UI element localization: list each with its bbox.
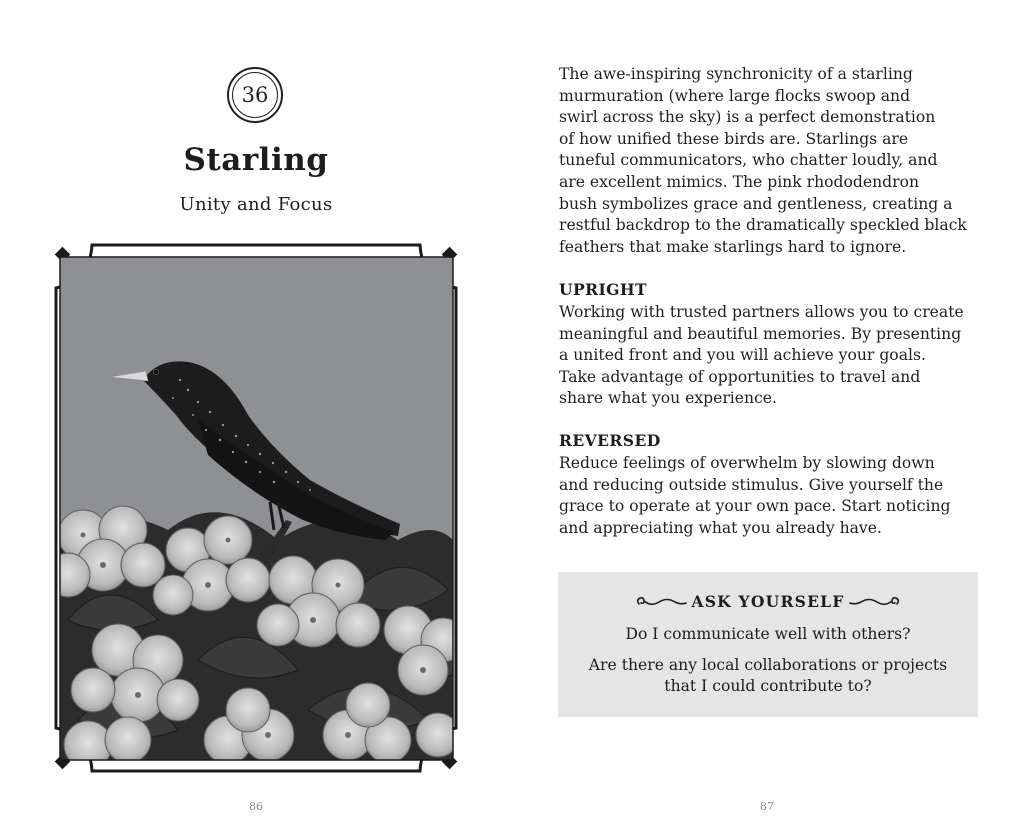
text-line: and reducing outside stimulus. Give yourself the — [559, 475, 944, 494]
ask-yourself-box — [558, 572, 978, 717]
text-line: meaningful and beautiful memories. By presenting — [559, 324, 962, 343]
flourish-left-icon — [635, 594, 687, 610]
reversed-heading: REVERSED — [559, 431, 661, 450]
text-line: share what you experience. — [559, 389, 777, 408]
page-number-right: 87 — [760, 800, 774, 813]
card-number: 36 — [241, 83, 269, 107]
card-number-badge — [227, 67, 283, 123]
text-line: grace to operate at your own pace. Start noticing — [559, 497, 951, 516]
text-line: tuneful communicators, who chatter loudly, and — [559, 151, 938, 170]
text-line: Take advantage of opportunities to travel and — [559, 367, 921, 386]
text-line: Are there any local collaborations or projects — [588, 656, 948, 674]
text-line: feathers that make starlings hard to ignore. — [559, 237, 907, 256]
text-line: Reduce feelings of overwhelm by slowing down — [559, 454, 935, 472]
ask-question-1: Do I communicate well with others? — [625, 625, 911, 643]
ask-yourself-heading: ASK YOURSELF — [691, 592, 845, 611]
text-line: murmuration (where large flocks swoop and — [559, 86, 911, 105]
ask-question-2 — [558, 655, 978, 697]
text-line: of how unified these birds are. Starlings are — [559, 129, 909, 148]
intro-paragraph — [559, 64, 984, 258]
page-number-left: 86 — [249, 800, 263, 813]
upright-paragraph — [559, 302, 984, 410]
text-line: that I could contribute to? — [664, 677, 872, 695]
starling-on-rhododendron-illustration — [48, 240, 468, 776]
text-line: swirl across the sky) is a perfect demonstration — [559, 108, 936, 127]
card-title: Starling — [183, 142, 329, 178]
text-line: are excellent mimics. The pink rhododendron — [559, 172, 920, 191]
text-line: Working with trusted partners allows you to create — [559, 303, 964, 321]
text-line: restful backdrop to the dramatically speckled black — [559, 216, 967, 235]
card-subtitle: Unity and Focus — [179, 194, 333, 215]
text-line: bush symbolizes grace and gentleness, creating a — [559, 194, 953, 213]
text-line: The awe-inspiring synchronicity of a starling — [559, 65, 913, 83]
card-frame — [48, 240, 468, 776]
text-line: a united front and you will achieve your goals. — [559, 346, 926, 365]
flourish-right-icon — [849, 594, 901, 610]
upright-heading: UPRIGHT — [559, 280, 648, 299]
text-line: and appreciating what you already have. — [559, 518, 882, 537]
reversed-paragraph — [559, 453, 984, 539]
ask-yourself-title — [558, 592, 978, 611]
right-page — [512, 0, 1024, 834]
